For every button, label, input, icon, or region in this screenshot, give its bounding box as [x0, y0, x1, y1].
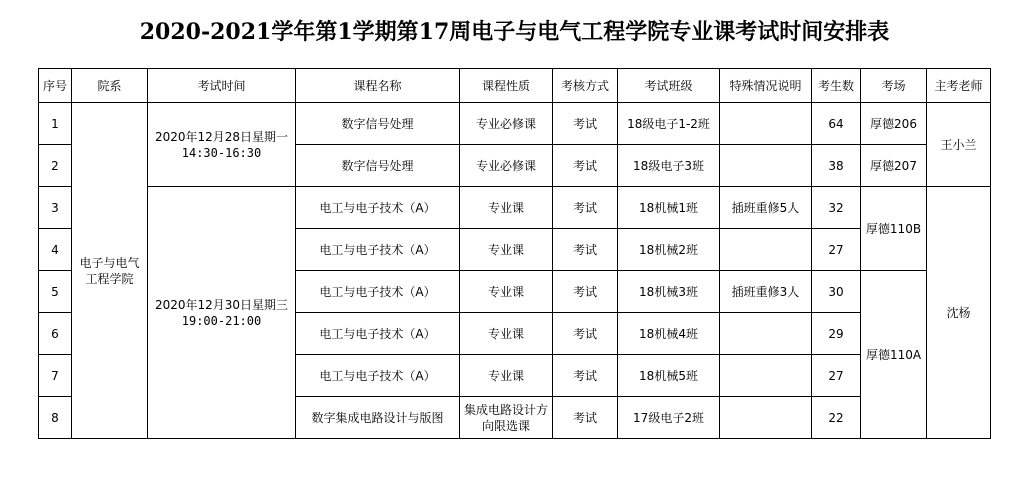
- exam-date: 2020年12月28日星期一: [154, 129, 289, 144]
- cell-exam-time: [148, 187, 296, 439]
- cell-nature: 专业课: [460, 313, 553, 355]
- cell-note: [720, 397, 812, 439]
- cell-note: [720, 229, 812, 271]
- cell-method: 考试: [553, 355, 618, 397]
- cell-method: 考试: [553, 187, 618, 229]
- cell-count: 30: [812, 271, 861, 313]
- cell-method: 考试: [553, 229, 618, 271]
- cell-course: 电工与电子技术（A）: [296, 229, 460, 271]
- cell-class: 18机械5班: [618, 355, 720, 397]
- cell-note: [720, 313, 812, 355]
- cell-no: 7: [39, 355, 72, 397]
- cell-no: 1: [39, 103, 72, 145]
- header-cell-room: 考场: [861, 69, 927, 103]
- cell-room: 厚德110A: [861, 271, 927, 439]
- cell-class: 18机械3班: [618, 271, 720, 313]
- cell-class: 18机械4班: [618, 313, 720, 355]
- table-row: [39, 103, 991, 145]
- table-row: [39, 187, 991, 229]
- cell-method: 考试: [553, 103, 618, 145]
- header-cell-note: 特殊情况说明: [720, 69, 812, 103]
- cell-teacher: 沈杨: [927, 187, 991, 439]
- cell-course: 电工与电子技术（A）: [296, 313, 460, 355]
- cell-room: 厚德110B: [861, 187, 927, 271]
- cell-nature: 专业课: [460, 271, 553, 313]
- cell-note: [720, 145, 812, 187]
- exam-hours: 14:30-16:30: [181, 145, 262, 160]
- cell-department: 电子与电气工程学院: [72, 103, 148, 439]
- header-cell-no: 序号: [39, 69, 72, 103]
- cell-nature: 专业必修课: [460, 145, 553, 187]
- cell-no: 5: [39, 271, 72, 313]
- header-cell-class: 考试班级: [618, 69, 720, 103]
- header-row: [39, 69, 991, 103]
- cell-no: 2: [39, 145, 72, 187]
- cell-course: 数字集成电路设计与版图: [296, 397, 460, 439]
- cell-no: 3: [39, 187, 72, 229]
- cell-nature: 专业必修课: [460, 103, 553, 145]
- cell-method: 考试: [553, 397, 618, 439]
- cell-note: 插班重修3人: [720, 271, 812, 313]
- header-cell-department: 院系: [72, 69, 148, 103]
- cell-nature: 集成电路设计方向限选课: [460, 397, 553, 439]
- header-cell-nature: 课程性质: [460, 69, 553, 103]
- cell-nature: 专业课: [460, 229, 553, 271]
- cell-class: 18级电子3班: [618, 145, 720, 187]
- cell-class: 18机械1班: [618, 187, 720, 229]
- header-cell-method: 考核方式: [553, 69, 618, 103]
- cell-note: 插班重修5人: [720, 187, 812, 229]
- cell-count: 27: [812, 229, 861, 271]
- cell-teacher: 王小兰: [927, 103, 991, 187]
- cell-count: 27: [812, 355, 861, 397]
- header-cell-course: 课程名称: [296, 69, 460, 103]
- cell-class: 17级电子2班: [618, 397, 720, 439]
- cell-count: 29: [812, 313, 861, 355]
- cell-exam-time: [148, 103, 296, 187]
- cell-count: 32: [812, 187, 861, 229]
- cell-course: 电工与电子技术（A）: [296, 187, 460, 229]
- cell-course: 电工与电子技术（A）: [296, 271, 460, 313]
- cell-method: 考试: [553, 313, 618, 355]
- cell-no: 4: [39, 229, 72, 271]
- cell-no: 6: [39, 313, 72, 355]
- exam-date: 2020年12月30日星期三: [154, 297, 289, 312]
- cell-count: 38: [812, 145, 861, 187]
- cell-course: 数字信号处理: [296, 103, 460, 145]
- cell-class: 18机械2班: [618, 229, 720, 271]
- cell-course: 数字信号处理: [296, 145, 460, 187]
- cell-count: 22: [812, 397, 861, 439]
- cell-course: 电工与电子技术（A）: [296, 355, 460, 397]
- cell-note: [720, 355, 812, 397]
- cell-count: 64: [812, 103, 861, 145]
- exam-schedule-table: [38, 68, 991, 439]
- cell-note: [720, 103, 812, 145]
- cell-nature: 专业课: [460, 355, 553, 397]
- cell-nature: 专业课: [460, 187, 553, 229]
- cell-no: 8: [39, 397, 72, 439]
- cell-room: 厚德207: [861, 145, 927, 187]
- page-title: 2020-2021学年第1学期第17周电子与电气工程学院专业课考试时间安排表: [139, 19, 890, 45]
- header-cell-teacher: 主考老师: [927, 69, 991, 103]
- header-cell-count: 考生数: [812, 69, 861, 103]
- cell-method: 考试: [553, 145, 618, 187]
- cell-room: 厚德206: [861, 103, 927, 145]
- header-cell-exam-time: 考试时间: [148, 69, 296, 103]
- cell-method: 考试: [553, 271, 618, 313]
- cell-class: 18级电子1-2班: [618, 103, 720, 145]
- exam-hours: 19:00-21:00: [181, 313, 262, 328]
